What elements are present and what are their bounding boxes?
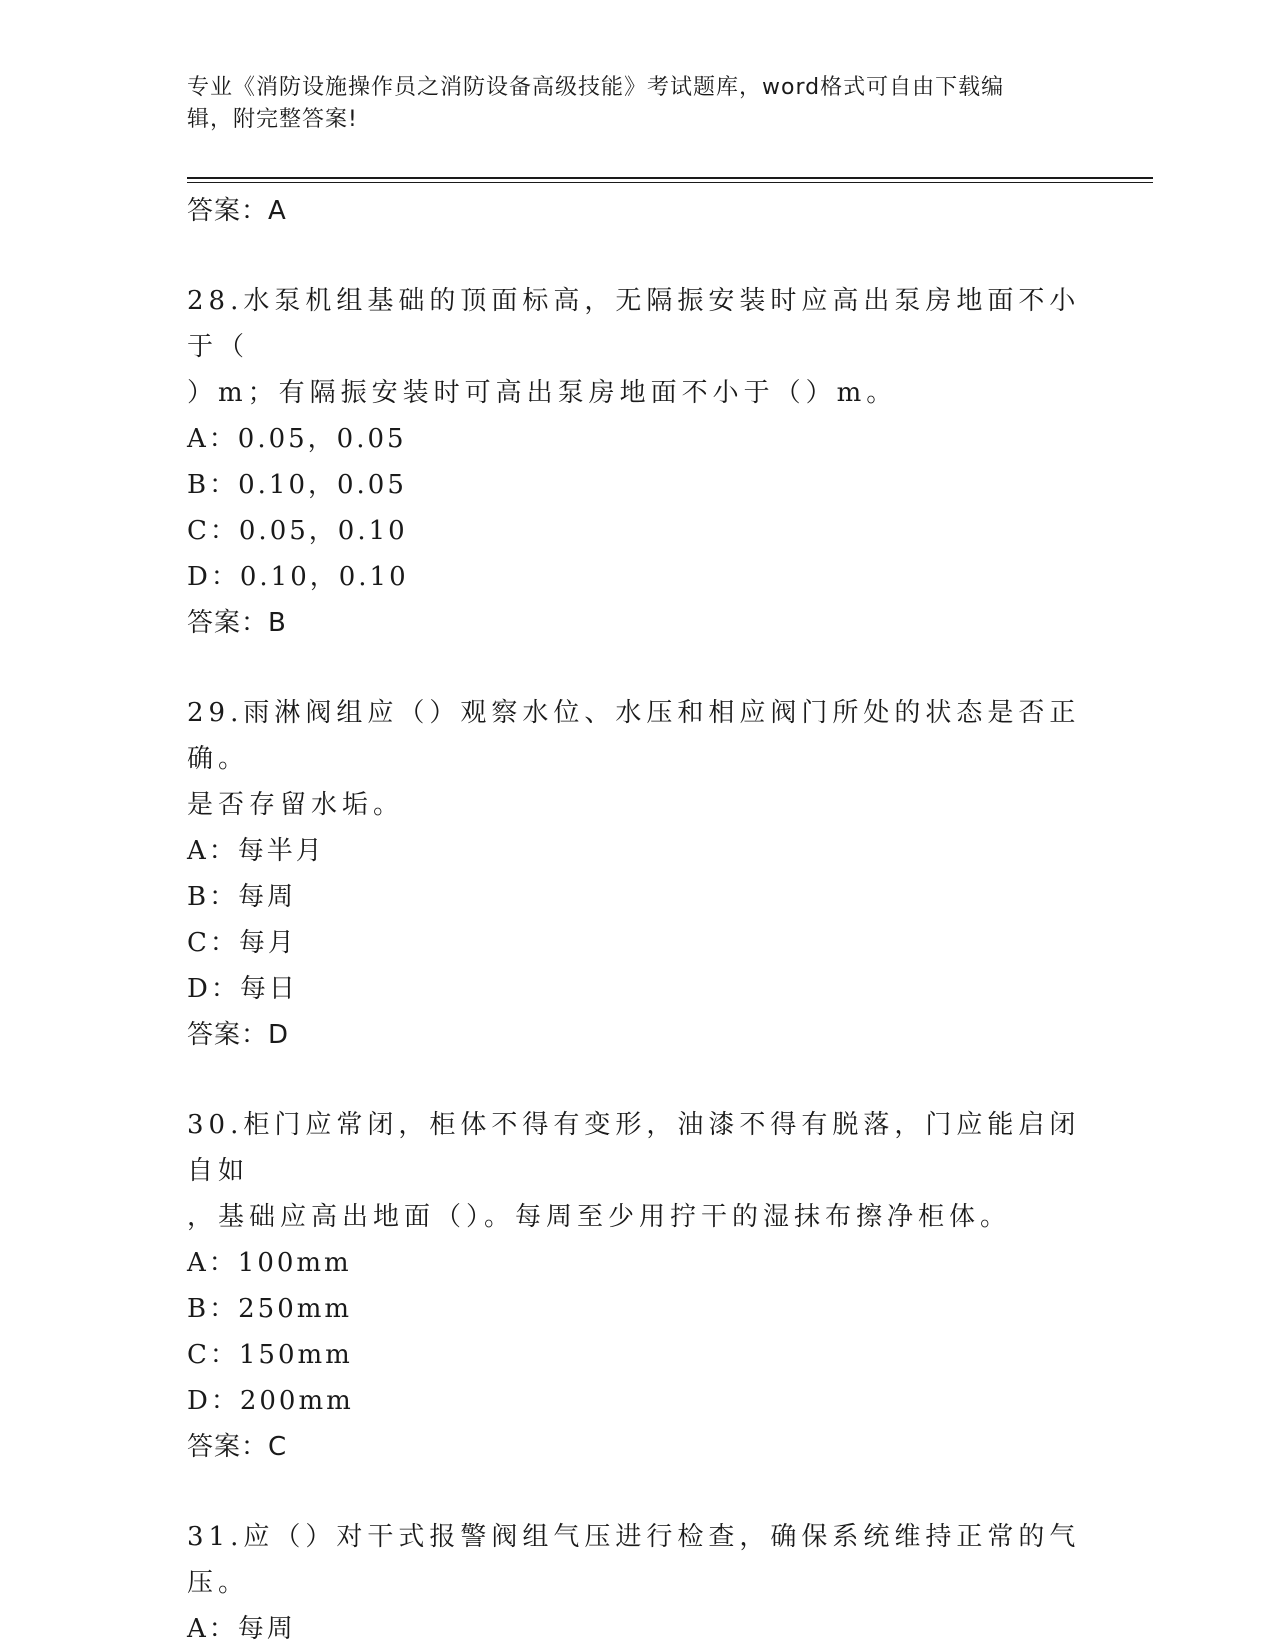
question-text: 28.水泵机组基础的顶面标高，无隔振安装时应高出泵房地面不小于（: [187, 286, 1081, 362]
option-c: C：150mm: [187, 1340, 353, 1370]
option-a: A：0.05，0.05: [187, 424, 407, 454]
question-list: [187, 188, 1087, 1652]
header-line-1: 专业《消防设施操作员之消防设备高级技能》考试题库，word格式可自由下载编: [187, 75, 1005, 100]
question-text: 是否存留水垢。: [187, 790, 405, 820]
question-30: [187, 1102, 1087, 1470]
option-a: A：每周: [187, 1614, 296, 1644]
option-a: A：100mm: [187, 1248, 352, 1278]
option-c: C：每月: [187, 928, 297, 958]
question-text: 31.应（）对干式报警阀组气压进行检查，确保系统维持正常的气压。: [187, 1522, 1081, 1598]
option-b: B：每周: [187, 882, 297, 912]
question-31: [187, 1514, 1087, 1652]
option-a: A：每半月: [187, 836, 325, 866]
question-text: 30.柜门应常闭，柜体不得有变形，油漆不得有脱落，门应能启闭自如: [187, 1110, 1081, 1186]
option-b: B：250mm: [187, 1294, 353, 1324]
question-text: ，基础应高出地面（）。每周至少用拧干的湿抹布擦净柜体。: [187, 1202, 1012, 1232]
question-29: [187, 690, 1087, 1058]
option-d: D：每日: [187, 974, 298, 1004]
header-divider-thick: [187, 177, 1153, 179]
answer-line: 答案：C: [187, 1432, 288, 1462]
answer-line: 答案：B: [187, 608, 287, 638]
question-text: 29.雨淋阀组应（）观察水位、水压和相应阀门所处的状态是否正确。: [187, 698, 1081, 774]
document-header: [187, 72, 1087, 136]
option-c: C：0.05，0.10: [187, 516, 408, 546]
option-d: D：0.10，0.10: [187, 562, 409, 592]
option-b: B：0.10，0.05: [187, 470, 407, 500]
question-text: ）m；有隔振安装时可高出泵房地面不小于（）m。: [187, 378, 898, 408]
header-line-2: 辑，附完整答案!: [187, 107, 358, 132]
header-divider-thin: [187, 182, 1153, 183]
answer-line: 答案：A: [187, 196, 287, 226]
question-28: [187, 278, 1087, 646]
option-d: D：200mm: [187, 1386, 354, 1416]
answer-line: 答案：D: [187, 1020, 290, 1050]
